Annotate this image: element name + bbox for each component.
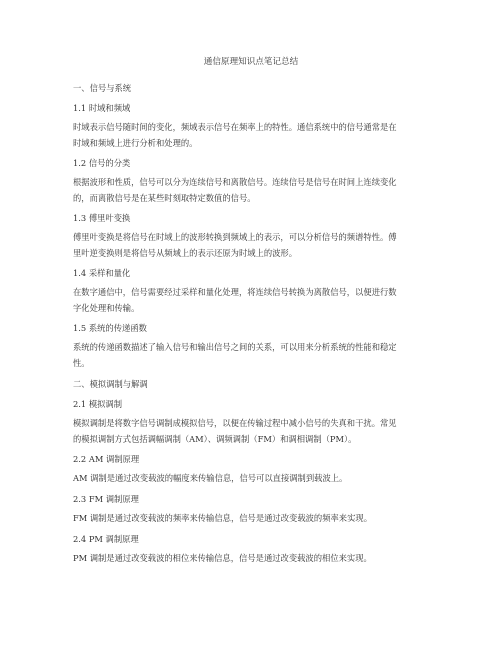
document-title: 通信原理知识点笔记总结 (203, 57, 299, 67)
section-heading: 一、信号与系统 (73, 83, 132, 93)
paragraph-line: 里叶逆变换则是将信号从频域上的表示还原为时域上的波形。 (73, 247, 298, 258)
paragraph-line: 在数字通信中，信号需要经过采样和量化处理，将连续信号转换为离散信号，以便进行数 (73, 287, 397, 297)
subsection-heading: 1.3 傅里叶变换 (73, 213, 131, 223)
subsection-heading: 1.4 采样和量化 (73, 268, 131, 278)
paragraph-line: 字化处理和传输。 (73, 302, 140, 313)
paragraph (73, 551, 430, 567)
paragraph-line: 时域和频域上进行分析和处理的。 (73, 137, 198, 148)
paragraph (73, 511, 430, 527)
paragraph (73, 340, 430, 371)
paragraph (73, 471, 430, 487)
paragraph-line: 傅里叶变换是将信号在时域上的波形转换到频域上的表示，可以分析信号的频谱特性。傅 (73, 232, 397, 242)
subsection-heading: 2.3 FM 调制原理 (73, 494, 139, 504)
paragraph-line: 系统的传递函数描述了输入信号和输出信号之间的关系，可以用来分析系统的性能和稳定 (73, 342, 397, 352)
section-heading: 二、模拟调制与解调 (73, 379, 148, 389)
paragraph-line: 的模拟调制方式包括调幅调制（AM）、调频调制（FM）和调相调制（PM）。 (73, 433, 357, 444)
paragraph-line: 性。 (73, 357, 90, 368)
paragraph (73, 285, 430, 316)
paragraph-line: AM 调制是通过改变载波的幅度来传输信息，信号可以直接调制到载波上。 (73, 473, 348, 483)
paragraph (73, 175, 430, 206)
paragraph (73, 230, 430, 261)
paragraph (73, 120, 430, 151)
subsection-heading: 2.1 模拟调制 (73, 399, 123, 409)
paragraph-line: 模拟调制是将数字信号调制成模拟信号，以便在传输过程中减小信号的失真和干扰。常见 (73, 418, 397, 428)
subsection-heading: 1.2 信号的分类 (73, 158, 131, 168)
paragraph-line: 的，而离散信号是在某些时刻取特定数值的信号。 (73, 192, 256, 203)
subsection-heading: 2.2 AM 调制原理 (73, 454, 140, 464)
subsection-heading: 1.5 系统的传递函数 (73, 323, 147, 333)
subsection-heading: 1.1 时域和频域 (73, 103, 131, 113)
subsection-heading: 2.4 PM 调制原理 (73, 534, 139, 544)
paragraph (73, 416, 430, 447)
paragraph-line: 根据波形和性质，信号可以分为连续信号和离散信号。连续信号是信号在时间上连续变化 (73, 177, 397, 187)
paragraph-line: FM 调制是通过改变载波的频率来传输信息，信号是通过改变载波的频率来实现。 (73, 513, 372, 523)
paragraph-line: 时域表示信号随时间的变化，频域表示信号在频率上的特性。通信系统中的信号通常是在 (73, 122, 397, 132)
paragraph-line: PM 调制是通过改变载波的相位来传输信息，信号是通过改变载波的相位来实现。 (73, 553, 372, 563)
